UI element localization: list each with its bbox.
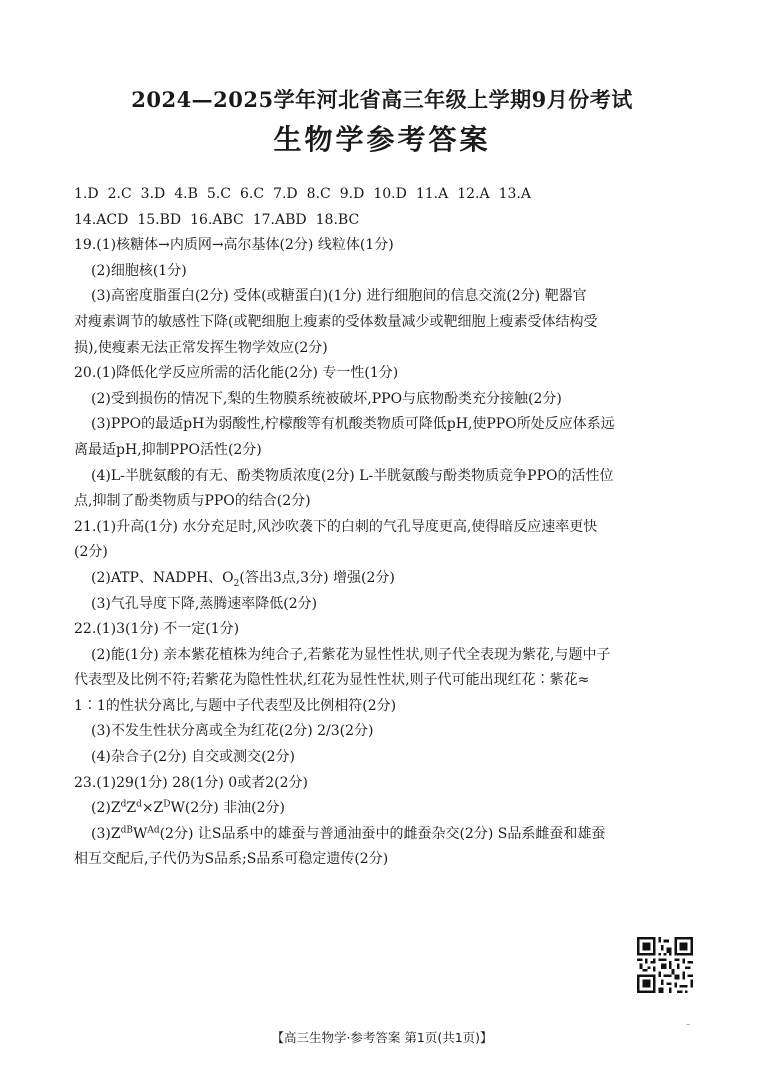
corner-mark: – [686,1020,691,1030]
superscript: Ad [147,825,160,836]
superscript: D [163,799,171,810]
q22-line: (4)杂合子(2分) 自交或测交(2分) [91,749,295,766]
mcq-answer: 8.C [306,186,331,202]
q23-text: ×Z [141,800,164,817]
exam-title: 2024—2025学年河北省高三年级上学期9月份考试 [131,87,633,112]
q19-line: (2)细胞核(1分) [91,262,187,279]
q22-line: 22.(1)3(1分) 不一定(1分) [74,621,240,638]
q20-line: 20.(1)降低化学反应所需的活化能(2分) 专一性(1分) [74,365,399,382]
q20-line: (4)L-半胱氨酸的有无、酚类物质浓度(2分) L-半胱氨酸与酚类物质竞争PPO的活性位 [91,467,614,484]
mcq-answer: 1.D [74,186,99,202]
q22-line: (2)能(1分) 亲本紫花植株为纯合子,若紫花为显性性状,则子代全表现为紫花,与题中子 [91,646,611,663]
q19-line: 对瘦素调节的敏感性下降(或靶细胞上瘦素的受体数量减少或靶细胞上瘦素受体结构受 [74,313,598,330]
mcq-answer: 17.ABD [252,211,307,228]
q20-line: 离最适pH,抑制PPO活性(2分) [74,441,262,458]
q21-line: 21.(1)升高(1分) 水分充足时,风沙吹袭下的白刺的气孔导度更高,使得暗反应速率更快 [74,518,598,535]
subscript: 2 [233,578,240,589]
answer-key-subtitle: 生物学参考答案 [273,123,491,156]
q22-line: 代表型及比例不符;若紫花为隐性性状,红花为显性性状,则子代可能出现红花∶紫花≈ [74,672,590,689]
mcq-answers-row-1 [74,182,696,208]
q21-text: (2)ATP、NADPH、O [91,569,234,586]
mcq-answer: 9.D [339,186,365,202]
q19-line: 损),使瘦素无法正常发挥生物学效应(2分) [74,339,328,356]
mcq-answer: 12.A [457,186,490,202]
mcq-answer: 16.ABC [190,211,244,228]
q20-line: 点,抑制了酚类物质与PPO的结合(2分) [74,493,311,510]
q23-line: 23.(1)29(1分) 28(1分) 0或者2(2分) [74,774,308,791]
q23-text: (3)Z [91,825,121,842]
mcq-answer: 18.BC [315,211,360,228]
superscript: dB [120,825,133,836]
mcq-answer: 11.A [415,186,449,202]
qr-code-icon [637,937,693,993]
q23-text: Z [126,800,137,817]
q23-text: W(2分) 非油(2分) [170,800,286,817]
superscript: d [136,799,142,810]
q23-line [74,822,696,848]
q22-line: (3)不发生性状分离或全为红花(2分) 2/3(2分) [91,723,374,740]
q23-line: 相互交配后,子代仍为S品系;S品系可稳定遗传(2分) [74,851,389,868]
mcq-answer: 6.C [240,186,265,202]
mcq-answer: 14.ACD [74,211,129,228]
q20-line: (3)PPO的最适pH为弱酸性,柠檬酸等有机酸类物质可降低pH,使PPO所处反应体系远 [91,416,615,433]
mcq-answers-row-2 [74,208,696,234]
q19-line: 19.(1)核糖体→内质网→高尔基体(2分) 线粒体(1分) [74,237,394,254]
q22-line: 1∶1的性状分离比,与题中子代表型及比例相符(2分) [74,697,397,714]
q21-line: (3)气孔导度下降,蒸腾速率降低(2分) [91,595,318,612]
q21-line [74,566,696,592]
q23-text: (2)Z [91,800,121,817]
mcq-answer: 7.D [273,186,298,202]
q21-line: (2分) [74,544,108,561]
page-footer: 【高三生物学·参考答案 第1页(共1页)】 [271,1030,493,1045]
superscript: d [120,799,127,810]
mcq-answer: 2.C [107,186,132,202]
mcq-answer: 3.D [140,186,166,202]
q19-line: (3)高密度脂蛋白(2分) 受体(或糖蛋白)(1分) 进行细胞间的信息交流(2分) 靶器官 [91,288,587,305]
mcq-answer: 10.D [373,186,407,202]
q23-line [74,796,696,822]
q20-line: (2)受到损伤的情况下,梨的生物膜系统被破坏,PPO与底物酚类充分接触(2分) [91,390,562,407]
answer-content [74,182,696,873]
mcq-answer: 15.BD [137,211,182,228]
q21-text: (答出3点,3分) 增强(2分) [239,569,395,586]
q23-text: W [132,825,148,842]
q23-text: (2分) 让S品系中的雄蚕与普通油蚕中的雌蚕杂交(2分) S品系雌蚕和雄蚕 [159,825,606,842]
mcq-answer: 4.B [174,186,198,202]
mcq-answer: 5.C [206,186,231,202]
mcq-answer: 13.A [498,186,531,202]
